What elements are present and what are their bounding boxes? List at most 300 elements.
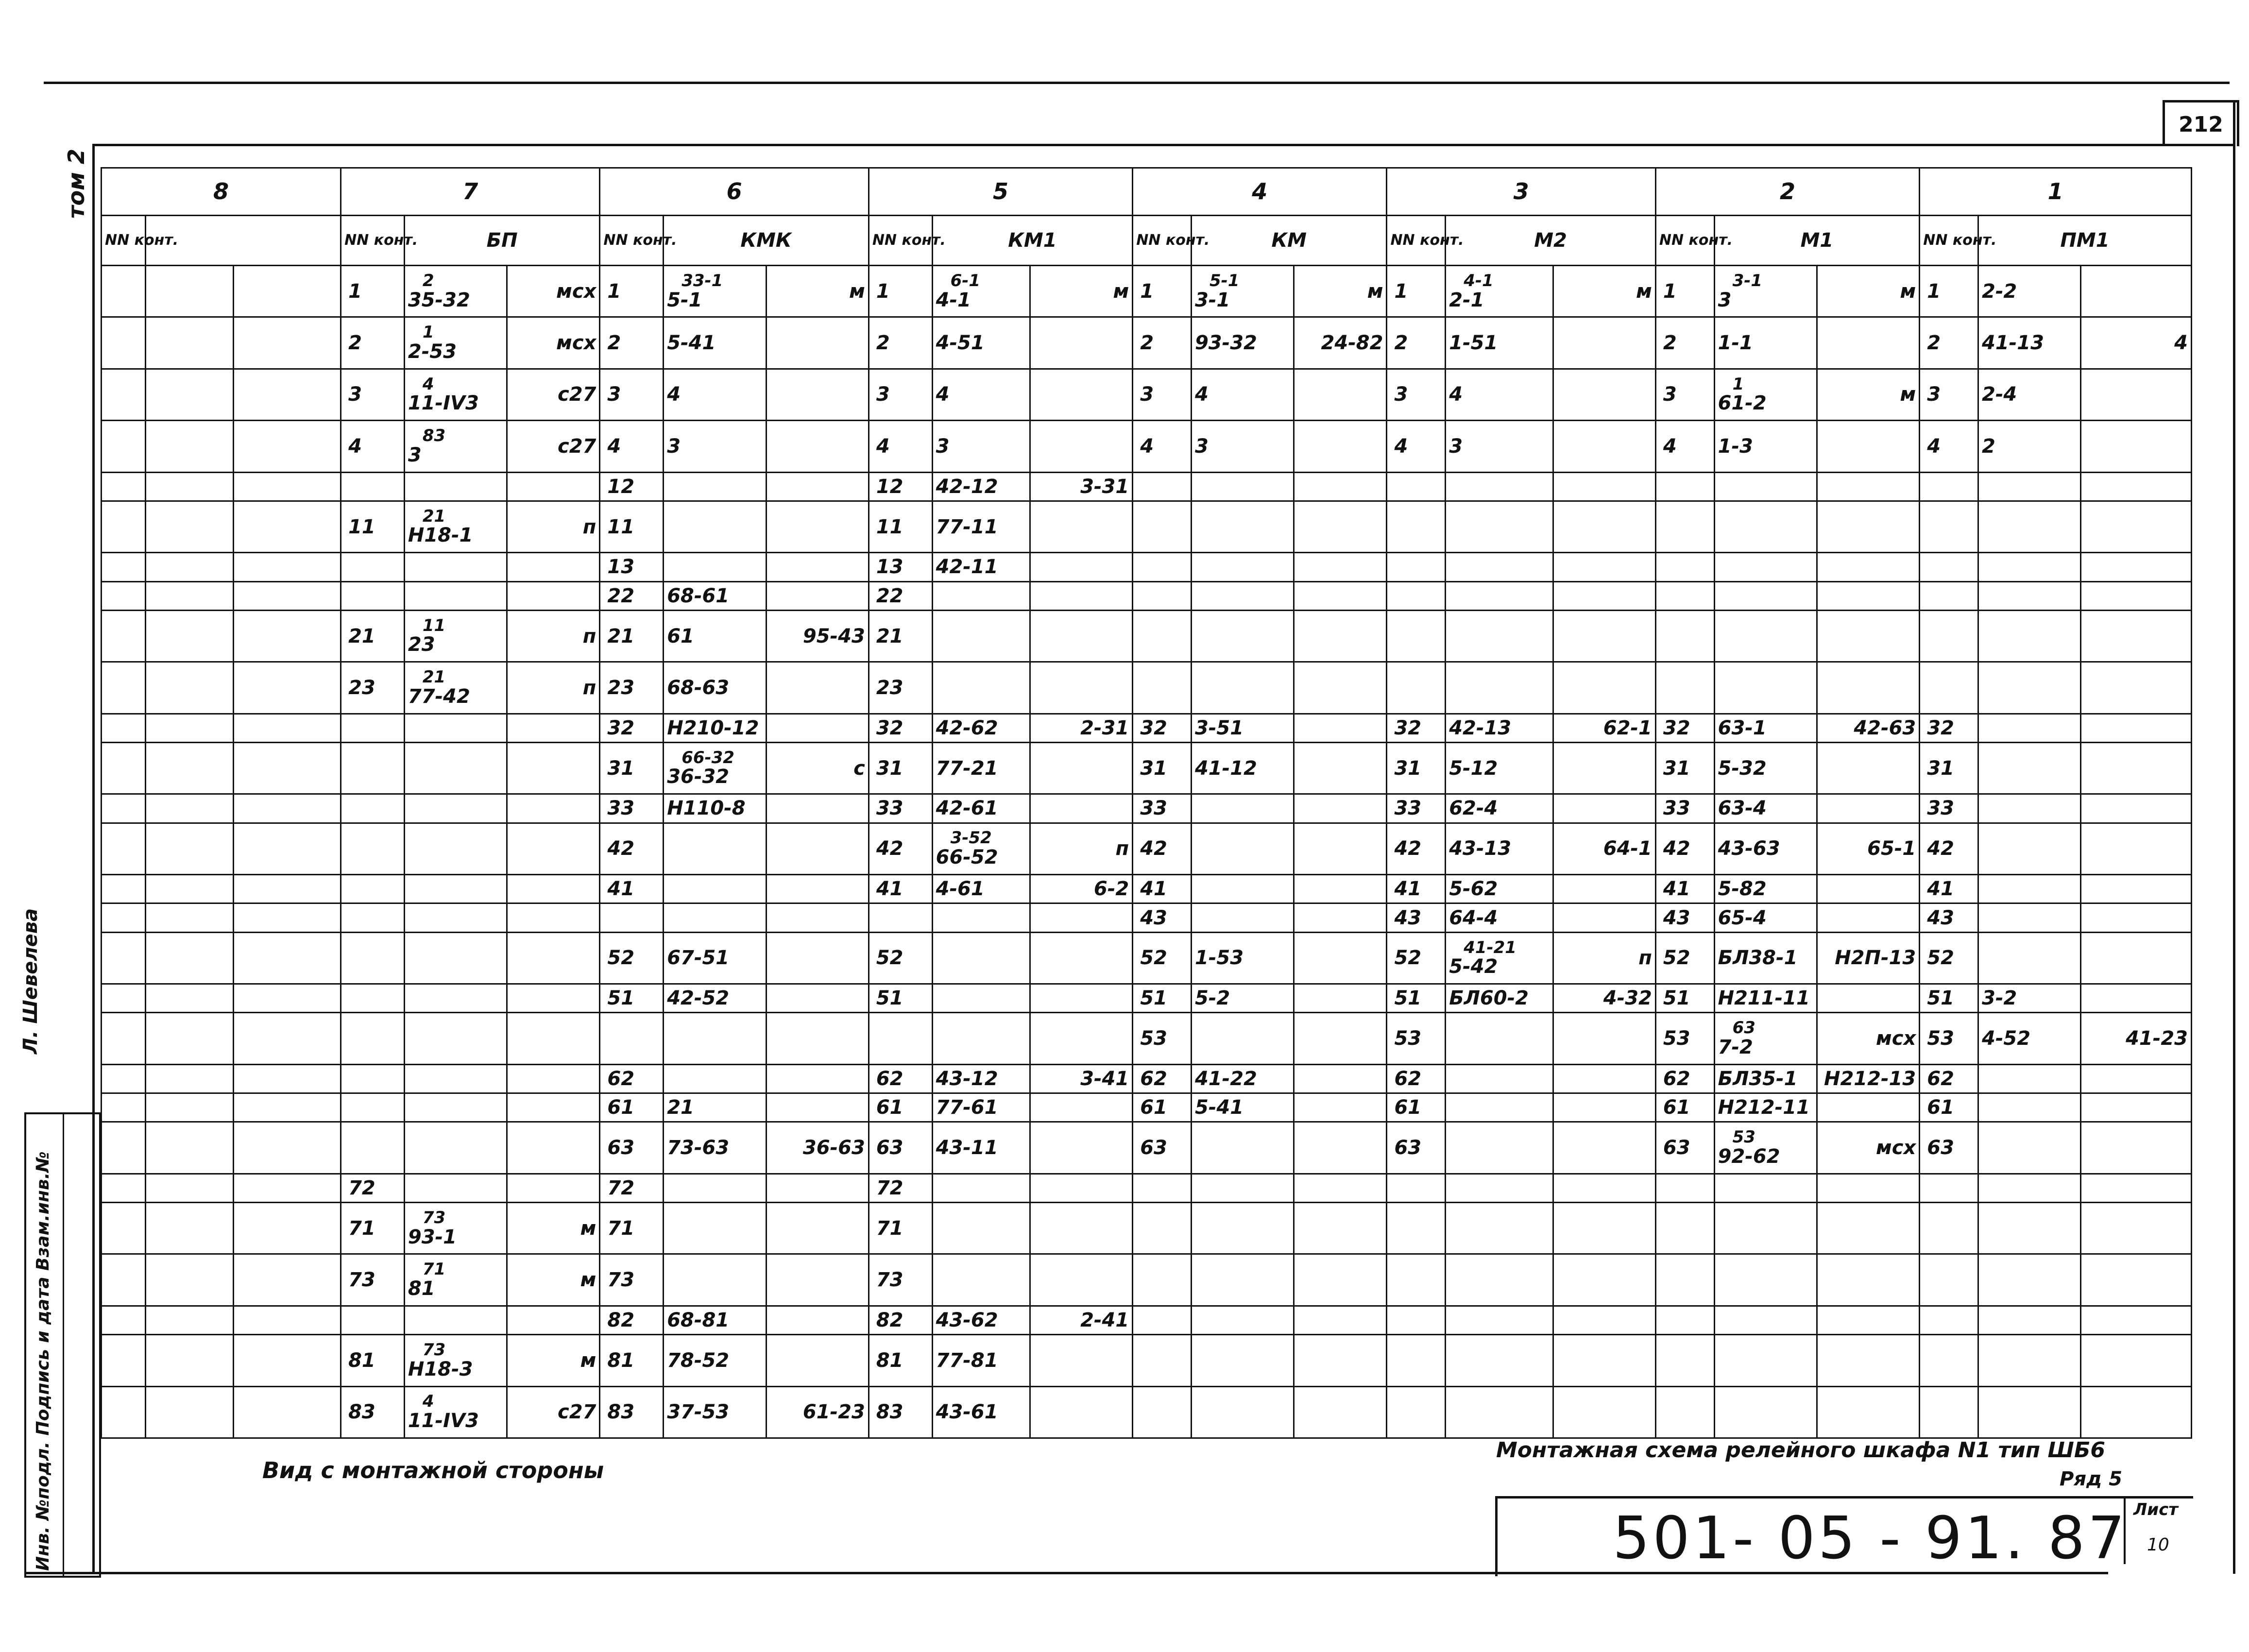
contact-number-cell: 61 bbox=[869, 1093, 932, 1122]
contact-header-label: NN конт. bbox=[603, 232, 677, 249]
mark-cell bbox=[766, 794, 869, 823]
table-row bbox=[102, 472, 2192, 501]
connection-cell bbox=[1714, 369, 1817, 420]
mark-cell bbox=[233, 1254, 341, 1306]
mark-cell bbox=[1030, 610, 1132, 662]
mark-cell bbox=[1030, 553, 1132, 581]
mark-cell: м bbox=[1817, 266, 1919, 317]
contact-number-cell: 43 bbox=[1133, 903, 1192, 932]
connection-cell: 93-32 bbox=[1191, 317, 1294, 369]
contact-number-cell: 42 bbox=[600, 823, 664, 874]
contact-header-label: NN конт. bbox=[1923, 232, 1997, 249]
contact-number-cell bbox=[1387, 662, 1446, 714]
mark-cell bbox=[1553, 1013, 1655, 1064]
sheet-number: 10 bbox=[2147, 1535, 2169, 1555]
connection-cell bbox=[145, 472, 233, 501]
mark-cell bbox=[1553, 903, 1655, 932]
mark-cell bbox=[1030, 1013, 1132, 1064]
mark-cell: м bbox=[507, 1335, 600, 1386]
connection-cell bbox=[145, 1306, 233, 1334]
table-row bbox=[102, 984, 2192, 1013]
contact-number-cell: 2 bbox=[1920, 317, 1978, 369]
contact-number-cell: 62 bbox=[600, 1064, 664, 1093]
mark-cell bbox=[1294, 932, 1387, 984]
table-row bbox=[102, 1064, 2192, 1093]
connection-top-text: 6-1 bbox=[950, 271, 981, 290]
mark-cell bbox=[2081, 984, 2192, 1013]
contact-number-cell bbox=[102, 610, 146, 662]
mark-cell bbox=[233, 1093, 341, 1122]
mark-cell: с bbox=[766, 742, 869, 794]
connection-cell bbox=[1978, 932, 2081, 984]
scheme-title: Монтажная схема релейного шкафа N1 тип ШБ6 bbox=[1496, 1438, 2105, 1463]
mark-cell bbox=[2081, 581, 2192, 610]
connection-cell bbox=[932, 581, 1030, 610]
contact-number-cell bbox=[1920, 472, 1978, 501]
connection-cell bbox=[1978, 1174, 2081, 1202]
mark-cell bbox=[1294, 875, 1387, 903]
contact-number-cell: 51 bbox=[1133, 984, 1192, 1013]
mark-cell bbox=[1817, 317, 1919, 369]
contact-number-cell: 1 bbox=[341, 266, 405, 317]
mark-cell bbox=[1030, 662, 1132, 714]
contact-number-cell bbox=[102, 794, 146, 823]
mark-cell bbox=[507, 742, 600, 794]
connection-cell bbox=[1978, 794, 2081, 823]
mark-cell bbox=[1030, 1386, 1132, 1438]
mark-cell bbox=[1294, 1013, 1387, 1064]
connection-cell bbox=[664, 1254, 766, 1306]
connection-bottom-text: 2-1 bbox=[1449, 289, 1484, 311]
connection-cell bbox=[1446, 1093, 1553, 1122]
contact-number-cell bbox=[1387, 1254, 1446, 1306]
connection-cell bbox=[145, 742, 233, 794]
mark-cell bbox=[766, 1335, 869, 1386]
contact-number-cell bbox=[102, 823, 146, 874]
mark-cell bbox=[1030, 1203, 1132, 1254]
margin-side-label: Л. Шевелева bbox=[19, 908, 42, 1054]
contact-number-cell: 21 bbox=[341, 610, 405, 662]
contact-number-cell bbox=[1920, 581, 1978, 610]
mark-cell bbox=[1553, 662, 1655, 714]
mark-cell bbox=[2081, 903, 2192, 932]
contact-header bbox=[600, 216, 677, 266]
contact-number-cell: 4 bbox=[1655, 421, 1714, 472]
margin-tom-label: том 2 bbox=[63, 149, 89, 219]
connection-cell bbox=[1446, 1386, 1553, 1438]
contact-number-cell: 23 bbox=[869, 662, 932, 714]
connection-cell bbox=[1978, 610, 2081, 662]
connection-cell: 3 bbox=[664, 421, 766, 472]
contact-number-cell bbox=[1133, 553, 1192, 581]
contact-number-cell: 62 bbox=[869, 1064, 932, 1093]
connection-cell bbox=[1714, 1013, 1817, 1064]
contact-number-cell: 63 bbox=[1655, 1122, 1714, 1174]
connection-cell: 4 bbox=[1446, 369, 1553, 420]
contact-number-cell bbox=[102, 581, 146, 610]
contact-number-cell: 33 bbox=[600, 794, 664, 823]
mark-cell bbox=[507, 581, 600, 610]
connection-cell: 1-3 bbox=[1714, 421, 1817, 472]
mark-cell bbox=[2081, 501, 2192, 552]
connection-bottom-text: 11-IV3 bbox=[408, 392, 479, 415]
connection-bottom-text: 7-2 bbox=[1718, 1036, 1753, 1058]
connection-cell bbox=[404, 1122, 507, 1174]
connection-cell bbox=[404, 610, 507, 662]
connection-bottom-text: 4-1 bbox=[936, 289, 971, 311]
connection-cell bbox=[1714, 581, 1817, 610]
mark-cell bbox=[1030, 1335, 1132, 1386]
mark-cell bbox=[1294, 1203, 1387, 1254]
mark-cell bbox=[1294, 1335, 1387, 1386]
connection-cell bbox=[404, 903, 507, 932]
mark-cell: мсх bbox=[507, 266, 600, 317]
connection-cell bbox=[145, 610, 233, 662]
connection-cell: Н110-8 bbox=[664, 794, 766, 823]
connection-top-text: 71 bbox=[422, 1260, 446, 1279]
contact-number-cell bbox=[341, 1064, 405, 1093]
connection-cell: 42-61 bbox=[932, 794, 1030, 823]
connection-cell bbox=[145, 1013, 233, 1064]
contact-number-cell: 4 bbox=[1133, 421, 1192, 472]
connection-cell: 61 bbox=[664, 610, 766, 662]
table-row bbox=[102, 369, 2192, 420]
mark-cell bbox=[1030, 501, 1132, 552]
contact-number-cell: 71 bbox=[600, 1203, 664, 1254]
table-row bbox=[102, 823, 2192, 874]
contact-number-cell bbox=[1387, 501, 1446, 552]
mark-cell bbox=[2081, 714, 2192, 742]
table-row bbox=[102, 317, 2192, 369]
mark-cell: м bbox=[1817, 369, 1919, 420]
connection-cell bbox=[1191, 1335, 1294, 1386]
contact-number-cell: 61 bbox=[1387, 1093, 1446, 1122]
connection-cell bbox=[1714, 1254, 1817, 1306]
connection-cell: 77-81 bbox=[932, 1335, 1030, 1386]
mark-cell: Н212-13 bbox=[1817, 1064, 1919, 1093]
mark-cell bbox=[233, 1386, 341, 1438]
connection-cell bbox=[145, 369, 233, 420]
mark-cell bbox=[1553, 581, 1655, 610]
connection-cell bbox=[404, 742, 507, 794]
contact-number-cell: 41 bbox=[869, 875, 932, 903]
table-row bbox=[102, 501, 2192, 552]
contact-number-cell: 22 bbox=[869, 581, 932, 610]
mark-cell bbox=[1817, 794, 1919, 823]
connection-cell bbox=[664, 501, 766, 552]
connection-bottom-text: 93-1 bbox=[408, 1226, 457, 1248]
connection-cell bbox=[1446, 1122, 1553, 1174]
connection-cell bbox=[664, 553, 766, 581]
mark-cell bbox=[233, 984, 341, 1013]
mark-cell bbox=[507, 903, 600, 932]
contact-number-cell: 33 bbox=[869, 794, 932, 823]
mark-cell bbox=[1817, 1335, 1919, 1386]
table-row bbox=[102, 421, 2192, 472]
contact-number-cell: 32 bbox=[1920, 714, 1978, 742]
group-number-6: 6 bbox=[600, 168, 869, 216]
connection-cell: БЛ35-1 bbox=[1714, 1064, 1817, 1093]
contact-number-cell bbox=[341, 472, 405, 501]
connection-cell bbox=[1714, 1122, 1817, 1174]
contact-number-cell: 62 bbox=[1920, 1064, 1978, 1093]
table-row bbox=[102, 742, 2192, 794]
mark-cell bbox=[766, 501, 869, 552]
contact-number-cell bbox=[102, 742, 146, 794]
connection-cell bbox=[1978, 662, 2081, 714]
connection-cell bbox=[145, 553, 233, 581]
connection-cell bbox=[404, 501, 507, 552]
contact-number-cell: 11 bbox=[341, 501, 405, 552]
contact-number-cell: 51 bbox=[869, 984, 932, 1013]
mark-cell bbox=[1294, 1093, 1387, 1122]
contact-number-cell bbox=[102, 1335, 146, 1386]
contact-number-cell: 53 bbox=[1387, 1013, 1446, 1064]
mark-cell bbox=[1294, 823, 1387, 874]
contact-number-cell: 31 bbox=[600, 742, 664, 794]
contact-number-cell: 1 bbox=[1655, 266, 1714, 317]
mark-cell bbox=[1553, 1203, 1655, 1254]
connection-cell bbox=[1191, 1013, 1294, 1064]
connection-cell bbox=[1978, 472, 2081, 501]
connection-top-text: 4 bbox=[422, 1392, 434, 1412]
connection-cell: 4-51 bbox=[932, 317, 1030, 369]
contact-number-cell bbox=[1920, 1335, 1978, 1386]
connection-cell bbox=[932, 1174, 1030, 1202]
contact-number-cell: 2 bbox=[600, 317, 664, 369]
contact-number-cell: 23 bbox=[341, 662, 405, 714]
group-number-7: 7 bbox=[341, 168, 600, 216]
mark-cell: п bbox=[1030, 823, 1132, 874]
mark-cell: п bbox=[507, 610, 600, 662]
connection-cell bbox=[145, 1174, 233, 1202]
contact-number-cell bbox=[1133, 662, 1192, 714]
group-number-1: 1 bbox=[1920, 168, 2192, 216]
connection-cell bbox=[664, 472, 766, 501]
mark-cell bbox=[233, 369, 341, 420]
mark-cell bbox=[1553, 501, 1655, 552]
connection-cell bbox=[1446, 581, 1553, 610]
contact-number-cell: 2 bbox=[1133, 317, 1192, 369]
connection-cell bbox=[404, 1174, 507, 1202]
contact-number-cell bbox=[1655, 1386, 1714, 1438]
connection-cell: 5-12 bbox=[1446, 742, 1553, 794]
contact-number-cell bbox=[102, 1013, 146, 1064]
connection-cell bbox=[404, 266, 507, 317]
connection-bottom-text: 81 bbox=[408, 1277, 435, 1300]
device-name-4: КМ bbox=[1191, 216, 1387, 266]
connection-cell: 68-81 bbox=[664, 1306, 766, 1334]
mark-cell bbox=[2081, 1386, 2192, 1438]
connection-top-text: 4-1 bbox=[1464, 271, 1494, 290]
mark-cell bbox=[1030, 1122, 1132, 1174]
contact-number-cell: 52 bbox=[1655, 932, 1714, 984]
mark-cell bbox=[233, 742, 341, 794]
connection-cell bbox=[145, 1254, 233, 1306]
mark-cell bbox=[1553, 875, 1655, 903]
connection-cell bbox=[1978, 553, 2081, 581]
mark-cell bbox=[1030, 369, 1132, 420]
table-row bbox=[102, 662, 2192, 714]
connection-cell bbox=[1191, 472, 1294, 501]
mark-cell bbox=[233, 1335, 341, 1386]
connection-cell: Н210-12 bbox=[664, 714, 766, 742]
connection-cell: 2-2 bbox=[1978, 266, 2081, 317]
connection-cell bbox=[932, 266, 1030, 317]
connection-bottom-text: Н18-3 bbox=[408, 1358, 473, 1380]
mark-cell bbox=[233, 581, 341, 610]
connection-cell bbox=[404, 794, 507, 823]
contact-number-cell: 32 bbox=[1387, 714, 1446, 742]
mark-cell bbox=[507, 932, 600, 984]
connection-cell bbox=[1978, 823, 2081, 874]
table-row bbox=[102, 794, 2192, 823]
connection-cell: 41-22 bbox=[1191, 1064, 1294, 1093]
contact-number-cell bbox=[1133, 1254, 1192, 1306]
mark-cell bbox=[1553, 1093, 1655, 1122]
contact-number-cell bbox=[341, 984, 405, 1013]
contact-header bbox=[1920, 216, 1997, 266]
mark-cell: 64-1 bbox=[1553, 823, 1655, 874]
approval-stamp-column bbox=[24, 1112, 101, 1578]
mark-cell bbox=[1030, 1093, 1132, 1122]
contact-header bbox=[1133, 216, 1210, 266]
mark-cell bbox=[766, 823, 869, 874]
mark-cell bbox=[233, 421, 341, 472]
contact-number-cell: 41 bbox=[1920, 875, 1978, 903]
mark-cell bbox=[766, 1093, 869, 1122]
contact-number-cell bbox=[341, 714, 405, 742]
connection-cell bbox=[1714, 1174, 1817, 1202]
contact-number-cell bbox=[1387, 1306, 1446, 1334]
contact-number-cell bbox=[341, 794, 405, 823]
mark-cell bbox=[1030, 421, 1132, 472]
mark-cell: м bbox=[507, 1254, 600, 1306]
connection-cell bbox=[1446, 501, 1553, 552]
contact-number-cell bbox=[341, 903, 405, 932]
mark-cell bbox=[2081, 553, 2192, 581]
connection-cell bbox=[1191, 1203, 1294, 1254]
device-name-2: КМК bbox=[664, 216, 869, 266]
mark-cell: м bbox=[766, 266, 869, 317]
connection-cell: 3 bbox=[932, 421, 1030, 472]
connection-cell: 42-11 bbox=[932, 553, 1030, 581]
connection-cell bbox=[1446, 1013, 1553, 1064]
contact-number-cell: 4 bbox=[869, 421, 932, 472]
contact-number-cell bbox=[102, 875, 146, 903]
connection-bottom-text: 23 bbox=[408, 633, 435, 656]
group-number-5: 5 bbox=[869, 168, 1132, 216]
contact-number-cell bbox=[1655, 610, 1714, 662]
mark-cell bbox=[2081, 932, 2192, 984]
contact-number-cell: 51 bbox=[1655, 984, 1714, 1013]
contact-number-cell bbox=[1387, 1386, 1446, 1438]
connection-bottom-text: 3-1 bbox=[1194, 289, 1230, 311]
contact-number-cell: 3 bbox=[600, 369, 664, 420]
contact-header bbox=[102, 216, 179, 266]
connection-cell bbox=[404, 875, 507, 903]
contact-number-cell bbox=[1655, 553, 1714, 581]
contact-number-cell: 61 bbox=[1133, 1093, 1192, 1122]
mark-cell bbox=[1294, 553, 1387, 581]
contact-number-cell bbox=[102, 932, 146, 984]
contact-number-cell bbox=[341, 875, 405, 903]
contact-number-cell bbox=[102, 317, 146, 369]
connection-cell bbox=[664, 1174, 766, 1202]
connection-cell bbox=[404, 1306, 507, 1334]
contact-number-cell: 63 bbox=[600, 1122, 664, 1174]
contact-number-cell bbox=[1655, 1254, 1714, 1306]
connection-cell: 5-41 bbox=[1191, 1093, 1294, 1122]
connection-cell bbox=[145, 266, 233, 317]
table-row bbox=[102, 1203, 2192, 1254]
contact-number-cell bbox=[1920, 553, 1978, 581]
mark-cell bbox=[233, 662, 341, 714]
connection-cell bbox=[1191, 501, 1294, 552]
connection-cell bbox=[404, 984, 507, 1013]
connection-cell bbox=[1978, 1335, 2081, 1386]
connection-cell bbox=[145, 1122, 233, 1174]
contact-number-cell: 12 bbox=[600, 472, 664, 501]
connection-cell bbox=[932, 823, 1030, 874]
contact-number-cell: 83 bbox=[600, 1386, 664, 1438]
connection-cell bbox=[145, 932, 233, 984]
contact-number-cell bbox=[1655, 1174, 1714, 1202]
contact-number-cell bbox=[1655, 1335, 1714, 1386]
connection-cell bbox=[404, 1386, 507, 1438]
connection-cell: 2-4 bbox=[1978, 369, 2081, 420]
connection-cell bbox=[664, 903, 766, 932]
connection-bottom-text: 3 bbox=[1718, 289, 1732, 311]
contact-number-cell: 31 bbox=[1655, 742, 1714, 794]
connection-cell: 1-53 bbox=[1191, 932, 1294, 984]
contact-number-cell: 63 bbox=[1133, 1122, 1192, 1174]
connection-top-text: 1 bbox=[422, 323, 434, 342]
contact-number-cell: 3 bbox=[1133, 369, 1192, 420]
connection-cell bbox=[1191, 1254, 1294, 1306]
mark-cell bbox=[1817, 1386, 1919, 1438]
contact-number-cell: 51 bbox=[600, 984, 664, 1013]
contact-number-cell bbox=[1387, 1174, 1446, 1202]
connection-top-text: 2 bbox=[422, 271, 434, 290]
connection-cell: 43-11 bbox=[932, 1122, 1030, 1174]
contact-number-cell: 21 bbox=[600, 610, 664, 662]
contact-number-cell: 83 bbox=[341, 1386, 405, 1438]
connection-cell bbox=[1978, 1386, 2081, 1438]
contact-number-cell: 61 bbox=[600, 1093, 664, 1122]
contact-header bbox=[869, 216, 946, 266]
connection-cell: 3 bbox=[1191, 421, 1294, 472]
connection-top-text: 21 bbox=[422, 667, 446, 687]
contact-number-cell bbox=[869, 1013, 932, 1064]
contact-number-cell: 42 bbox=[1387, 823, 1446, 874]
connection-cell bbox=[404, 1013, 507, 1064]
connection-cell bbox=[1714, 610, 1817, 662]
mark-cell bbox=[1817, 553, 1919, 581]
contact-number-cell: 33 bbox=[1920, 794, 1978, 823]
table-row bbox=[102, 610, 2192, 662]
connection-cell: 63-1 bbox=[1714, 714, 1817, 742]
mark-cell bbox=[766, 1064, 869, 1093]
contact-number-cell bbox=[1655, 1306, 1714, 1334]
connection-cell bbox=[932, 610, 1030, 662]
mark-cell bbox=[1294, 662, 1387, 714]
connection-cell bbox=[1191, 794, 1294, 823]
contact-number-cell: 1 bbox=[1920, 266, 1978, 317]
contact-number-cell: 81 bbox=[869, 1335, 932, 1386]
connection-cell bbox=[145, 875, 233, 903]
contact-number-cell: 2 bbox=[341, 317, 405, 369]
